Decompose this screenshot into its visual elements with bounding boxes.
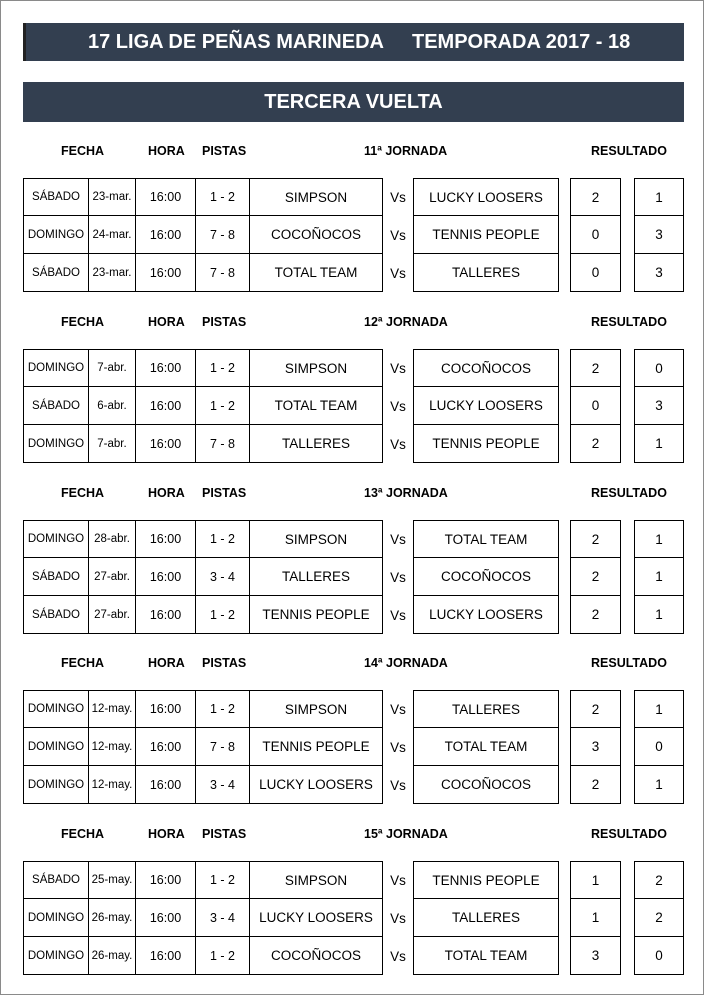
match-score-away: 1: [634, 558, 684, 596]
match-time: 16:00: [136, 728, 196, 766]
header-fecha: FECHA: [61, 144, 105, 158]
match-row: [1, 899, 705, 937]
header-pistas: PISTAS: [202, 656, 247, 670]
match-court: 1 - 2: [196, 690, 250, 728]
header-pistas: PISTAS: [202, 827, 247, 841]
header-jornada: 15ª JORNADA: [364, 827, 448, 841]
match-vs: Vs: [390, 189, 406, 205]
match-home-team: TOTAL TEAM: [250, 387, 383, 425]
match-court: 1 - 2: [196, 349, 250, 387]
match-vs: Vs: [390, 872, 406, 888]
header-resultado: RESULTADO: [591, 315, 667, 329]
match-date: 12-may.: [89, 728, 136, 766]
match-home-team: TALLERES: [250, 558, 383, 596]
match-time: 16:00: [136, 937, 196, 975]
match-court: 7 - 8: [196, 425, 250, 463]
match-day: DOMINGO: [23, 899, 89, 937]
match-time: 16:00: [136, 690, 196, 728]
match-date: 26-may.: [89, 937, 136, 975]
match-away-team: TENNIS PEOPLE: [413, 216, 559, 254]
match-vs: Vs: [390, 436, 406, 452]
match-vs: Vs: [390, 265, 406, 281]
match-home-team: SIMPSON: [250, 690, 383, 728]
match-score-away: 1: [634, 178, 684, 216]
match-score-home: 1: [570, 899, 621, 937]
match-score-home: 0: [570, 387, 621, 425]
match-court: 1 - 2: [196, 387, 250, 425]
match-score-away: 1: [634, 596, 684, 634]
header-fecha: FECHA: [61, 827, 105, 841]
match-home-team: COCOÑOCOS: [250, 937, 383, 975]
match-court: 3 - 4: [196, 558, 250, 596]
match-time: 16:00: [136, 861, 196, 899]
match-score-away: 1: [634, 520, 684, 558]
league-title-bar: [23, 23, 684, 61]
match-day: SÁBADO: [23, 596, 89, 634]
match-day: SÁBADO: [23, 387, 89, 425]
match-away-team: TOTAL TEAM: [413, 728, 559, 766]
match-date: 12-may.: [89, 766, 136, 804]
match-vs: Vs: [390, 739, 406, 755]
match-date: 24-mar.: [89, 216, 136, 254]
match-home-team: SIMPSON: [250, 520, 383, 558]
match-time: 16:00: [136, 558, 196, 596]
match-vs: Vs: [390, 910, 406, 926]
match-home-team: LUCKY LOOSERS: [250, 899, 383, 937]
match-score-away: 3: [634, 254, 684, 292]
match-score-away: 1: [634, 690, 684, 728]
round-block: [1, 826, 705, 997]
match-home-team: TALLERES: [250, 425, 383, 463]
match-score-away: 3: [634, 387, 684, 425]
section-title-bar: [23, 82, 684, 122]
round-block: [1, 143, 705, 314]
match-row: [1, 216, 705, 254]
match-day: DOMINGO: [23, 216, 89, 254]
match-time: 16:00: [136, 387, 196, 425]
header-hora: HORA: [148, 656, 185, 670]
match-score-home: 2: [570, 596, 621, 634]
match-home-team: SIMPSON: [250, 861, 383, 899]
match-row: [1, 861, 705, 899]
match-away-team: LUCKY LOOSERS: [413, 178, 559, 216]
match-score-home: 1: [570, 861, 621, 899]
match-score-home: 2: [570, 178, 621, 216]
header-jornada: 11ª JORNADA: [364, 144, 448, 158]
match-day: SÁBADO: [23, 178, 89, 216]
match-home-team: TOTAL TEAM: [250, 254, 383, 292]
match-time: 16:00: [136, 520, 196, 558]
match-score-away: 1: [634, 425, 684, 463]
match-home-team: TENNIS PEOPLE: [250, 728, 383, 766]
match-row: [1, 690, 705, 728]
match-score-home: 2: [570, 349, 621, 387]
match-day: DOMINGO: [23, 425, 89, 463]
match-away-team: COCOÑOCOS: [413, 766, 559, 804]
match-time: 16:00: [136, 425, 196, 463]
header-fecha: FECHA: [61, 486, 105, 500]
match-row: [1, 387, 705, 425]
match-court: 7 - 8: [196, 254, 250, 292]
season-title: TEMPORADA 2017 - 18: [412, 31, 631, 53]
match-home-team: COCOÑOCOS: [250, 216, 383, 254]
match-home-team: SIMPSON: [250, 178, 383, 216]
match-day: DOMINGO: [23, 937, 89, 975]
match-away-team: TALLERES: [413, 690, 559, 728]
match-away-team: TOTAL TEAM: [413, 520, 559, 558]
section-title: TERCERA VUELTA: [264, 91, 443, 113]
match-vs: Vs: [390, 398, 406, 414]
match-row: [1, 596, 705, 634]
match-away-team: TALLERES: [413, 254, 559, 292]
match-day: SÁBADO: [23, 861, 89, 899]
match-court: 1 - 2: [196, 937, 250, 975]
match-row: [1, 937, 705, 975]
header-hora: HORA: [148, 827, 185, 841]
header-hora: HORA: [148, 486, 185, 500]
header-resultado: RESULTADO: [591, 144, 667, 158]
header-fecha: FECHA: [61, 656, 105, 670]
match-score-home: 3: [570, 728, 621, 766]
match-vs: Vs: [390, 531, 406, 547]
match-time: 16:00: [136, 216, 196, 254]
match-away-team: TENNIS PEOPLE: [413, 425, 559, 463]
round-block: [1, 655, 705, 826]
match-court: 1 - 2: [196, 520, 250, 558]
match-vs: Vs: [390, 948, 406, 964]
match-row: [1, 766, 705, 804]
match-day: DOMINGO: [23, 520, 89, 558]
match-score-home: 0: [570, 216, 621, 254]
round-block: [1, 485, 705, 656]
match-score-away: 1: [634, 766, 684, 804]
match-row: [1, 728, 705, 766]
header-fecha: FECHA: [61, 315, 105, 329]
header-hora: HORA: [148, 144, 185, 158]
header-jornada: 13ª JORNADA: [364, 486, 448, 500]
match-vs: Vs: [390, 360, 406, 376]
match-row: [1, 425, 705, 463]
match-away-team: TOTAL TEAM: [413, 937, 559, 975]
match-day: DOMINGO: [23, 728, 89, 766]
match-court: 7 - 8: [196, 216, 250, 254]
match-score-away: 2: [634, 861, 684, 899]
match-date: 23-mar.: [89, 254, 136, 292]
match-score-away: 2: [634, 899, 684, 937]
match-away-team: TENNIS PEOPLE: [413, 861, 559, 899]
match-court: 1 - 2: [196, 178, 250, 216]
match-time: 16:00: [136, 766, 196, 804]
match-date: 26-may.: [89, 899, 136, 937]
match-time: 16:00: [136, 254, 196, 292]
match-row: [1, 349, 705, 387]
match-date: 7-abr.: [89, 349, 136, 387]
match-score-home: 2: [570, 558, 621, 596]
header-resultado: RESULTADO: [591, 827, 667, 841]
match-date: 28-abr.: [89, 520, 136, 558]
match-vs: Vs: [390, 607, 406, 623]
header-pistas: PISTAS: [202, 315, 247, 329]
match-row: [1, 178, 705, 216]
match-home-team: SIMPSON: [250, 349, 383, 387]
match-court: 7 - 8: [196, 728, 250, 766]
header-jornada: 12ª JORNADA: [364, 315, 448, 329]
header-pistas: PISTAS: [202, 486, 247, 500]
match-vs: Vs: [390, 227, 406, 243]
match-time: 16:00: [136, 178, 196, 216]
match-away-team: COCOÑOCOS: [413, 558, 559, 596]
match-away-team: LUCKY LOOSERS: [413, 596, 559, 634]
match-score-home: 2: [570, 520, 621, 558]
match-court: 1 - 2: [196, 596, 250, 634]
header-resultado: RESULTADO: [591, 486, 667, 500]
match-score-away: 0: [634, 937, 684, 975]
match-court: 1 - 2: [196, 861, 250, 899]
match-away-team: COCOÑOCOS: [413, 349, 559, 387]
match-day: DOMINGO: [23, 690, 89, 728]
match-date: 7-abr.: [89, 425, 136, 463]
header-jornada: 14ª JORNADA: [364, 656, 448, 670]
match-day: DOMINGO: [23, 766, 89, 804]
match-vs: Vs: [390, 701, 406, 717]
match-score-home: 2: [570, 766, 621, 804]
match-score-away: 0: [634, 728, 684, 766]
match-date: 23-mar.: [89, 178, 136, 216]
match-time: 16:00: [136, 596, 196, 634]
match-score-home: 0: [570, 254, 621, 292]
match-court: 3 - 4: [196, 766, 250, 804]
match-row: [1, 558, 705, 596]
round-block: [1, 314, 705, 485]
match-time: 16:00: [136, 899, 196, 937]
match-score-away: 3: [634, 216, 684, 254]
header-pistas: PISTAS: [202, 144, 247, 158]
match-date: 27-abr.: [89, 558, 136, 596]
match-vs: Vs: [390, 777, 406, 793]
match-score-home: 2: [570, 690, 621, 728]
match-away-team: TALLERES: [413, 899, 559, 937]
match-home-team: TENNIS PEOPLE: [250, 596, 383, 634]
match-day: SÁBADO: [23, 254, 89, 292]
match-score-away: 0: [634, 349, 684, 387]
header-resultado: RESULTADO: [591, 656, 667, 670]
match-vs: Vs: [390, 569, 406, 585]
match-away-team: LUCKY LOOSERS: [413, 387, 559, 425]
match-court: 3 - 4: [196, 899, 250, 937]
match-row: [1, 254, 705, 292]
match-date: 27-abr.: [89, 596, 136, 634]
match-score-home: 3: [570, 937, 621, 975]
match-home-team: LUCKY LOOSERS: [250, 766, 383, 804]
match-score-home: 2: [570, 425, 621, 463]
match-date: 6-abr.: [89, 387, 136, 425]
match-date: 25-may.: [89, 861, 136, 899]
match-date: 12-may.: [89, 690, 136, 728]
header-hora: HORA: [148, 315, 185, 329]
league-title: 17 LIGA DE PEÑAS MARINEDA: [88, 31, 384, 53]
match-day: DOMINGO: [23, 349, 89, 387]
match-day: SÁBADO: [23, 558, 89, 596]
match-row: [1, 520, 705, 558]
match-time: 16:00: [136, 349, 196, 387]
